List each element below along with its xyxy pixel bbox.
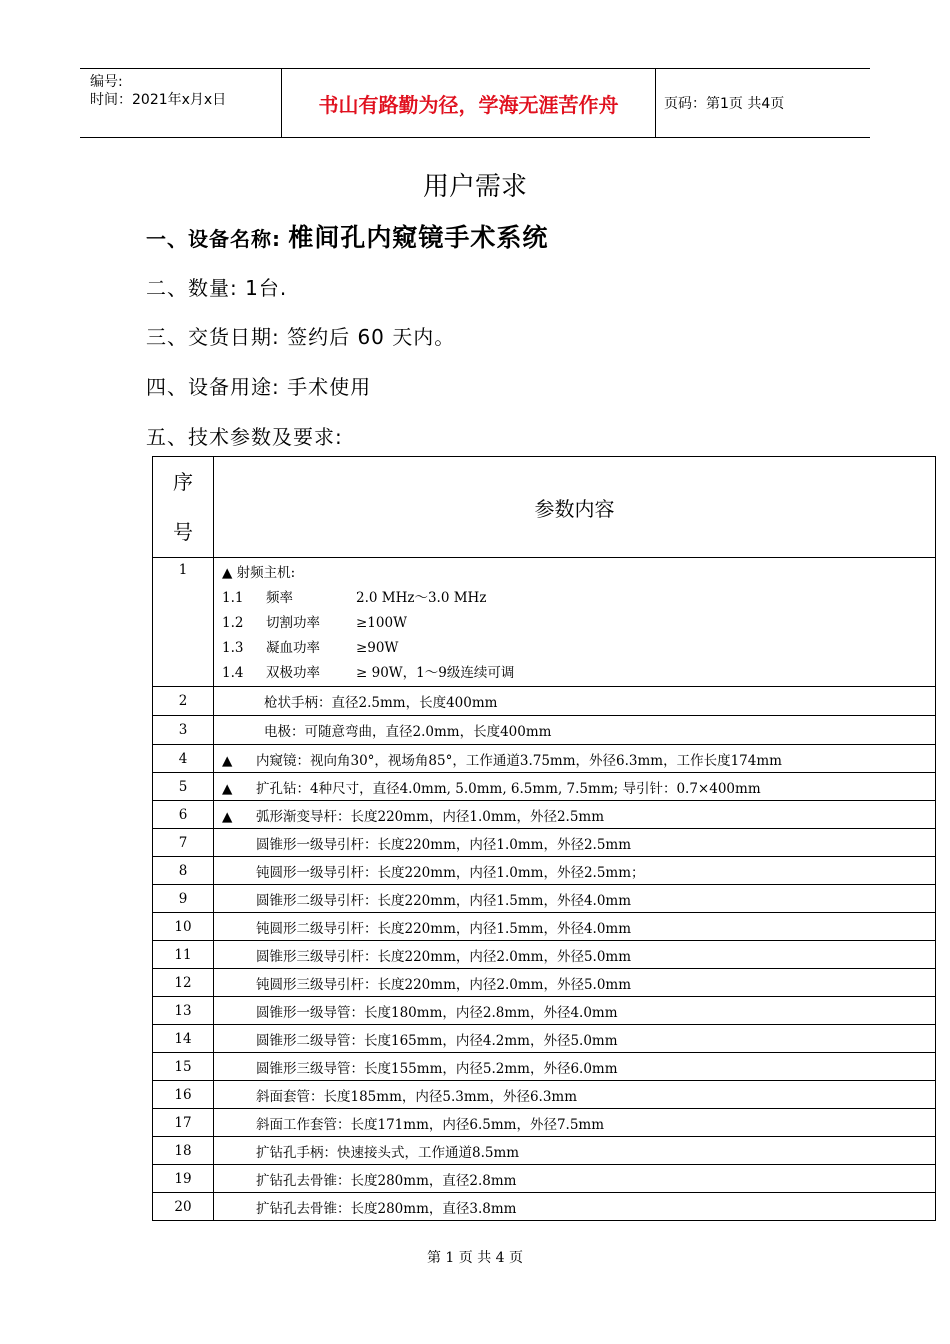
row-text: 斜面套管：长度185mm，内径5.3mm，外径6.3mm (256, 1088, 578, 1105)
sub-item (222, 661, 935, 686)
row-text: 圆锥形二级导管：长度165mm，内径4.2mm，外径5.0mm (256, 1032, 618, 1049)
row-no: 1 (153, 558, 214, 687)
row-text: 圆锥形三级导引杆：长度220mm，内径2.0mm，外径5.0mm (256, 948, 632, 965)
sub-key: 1.2 (222, 615, 244, 631)
table-row (153, 558, 936, 687)
section-usage: 四、设备用途: 手术使用 (146, 375, 372, 399)
row-text: 斜面工作套管：长度171mm，内径6.5mm，外径7.5mm (256, 1116, 605, 1133)
sub-label: 频率 (266, 590, 293, 606)
row-text: 扩孔钻：4种尺寸，直径4.0mm, 5.0mm, 6.5mm, 7.5mm; 导引针：0.7×400mm (256, 780, 761, 797)
row-content (214, 969, 936, 997)
row-no: 19 (153, 1165, 214, 1193)
row-text: 弧形渐变导杆：长度220mm，内径1.0mm，外径2.5mm (256, 808, 605, 825)
row-content (214, 1109, 936, 1137)
spec-table (152, 456, 936, 1221)
section-device-name-label: 一、设备名称: (146, 227, 281, 251)
header-content-cell: 参数内容 (214, 457, 936, 558)
row-content (214, 773, 936, 801)
row-text: 钝圆形三级导引杆：长度220mm，内径2.0mm，外径5.0mm (256, 976, 632, 993)
row-content (214, 829, 936, 857)
page-header (80, 68, 870, 138)
row-text: 扩钻孔去骨锥：长度280mm，直径2.8mm (256, 1172, 517, 1189)
sub-key: 1.1 (222, 590, 244, 606)
table-row (153, 997, 936, 1025)
table-row (153, 913, 936, 941)
row-title: ▲ 射频主机: (222, 565, 296, 581)
row-text: 扩钻孔去骨锥：长度280mm，直径3.8mm (256, 1200, 517, 1217)
row-text: 钝圆形一级导引杆：长度220mm，内径1.0mm，外径2.5mm； (256, 864, 645, 881)
table-row (153, 687, 936, 716)
table-row (153, 885, 936, 913)
row-no: 14 (153, 1025, 214, 1053)
row-content (214, 1081, 936, 1109)
row-no: 18 (153, 1137, 214, 1165)
row-no: 3 (153, 716, 214, 745)
triangle-marker-icon: ▲ (222, 780, 233, 797)
row-content (214, 857, 936, 885)
sub-value: ≥ 90W，1～9级连续可调 (356, 665, 515, 681)
page-footer: 第 1 页 共 4 页 (426, 1250, 524, 1266)
section-tech-params: 五、技术参数及要求: (146, 425, 343, 449)
table-row (153, 1109, 936, 1137)
row-no: 13 (153, 997, 214, 1025)
table-row (153, 1053, 936, 1081)
sub-value: ≥100W (356, 615, 407, 631)
header-no-cell (153, 457, 214, 558)
sub-item (222, 611, 935, 636)
row-content (214, 1193, 936, 1221)
sub-item (222, 636, 935, 661)
row-no: 4 (153, 745, 214, 773)
sub-item (222, 586, 935, 611)
section-quantity: 二、数量: 1台. (146, 276, 288, 300)
row-content (214, 1053, 936, 1081)
table-row (153, 1165, 936, 1193)
row-content (214, 941, 936, 969)
header-no-1: 序 (173, 470, 193, 494)
row-content (214, 801, 936, 829)
doc-time-label: 时间：2021年x月x日 (90, 92, 227, 108)
row-no: 8 (153, 857, 214, 885)
doc-number-label: 编号: (90, 74, 123, 90)
table-row (153, 1025, 936, 1053)
table-header-row (153, 457, 936, 558)
row-content (214, 885, 936, 913)
row-no: 20 (153, 1193, 214, 1221)
row-content (214, 687, 936, 716)
table-row (153, 857, 936, 885)
sub-key: 1.4 (222, 665, 244, 681)
row-text: 枪状手柄：直径2.5mm，长度400mm (264, 695, 498, 711)
table-row (153, 1193, 936, 1221)
row-content (214, 997, 936, 1025)
row-no: 7 (153, 829, 214, 857)
table-row (153, 801, 936, 829)
table-row (153, 745, 936, 773)
table-body (153, 687, 936, 1221)
sub-label: 凝血功率 (266, 640, 320, 656)
row-content (214, 1165, 936, 1193)
sub-value: ≥90W (356, 640, 399, 656)
row-text: 圆锥形三级导管：长度155mm，内径5.2mm，外径6.0mm (256, 1060, 618, 1077)
section-device-name (146, 218, 548, 254)
row-content (214, 913, 936, 941)
row-no: 5 (153, 773, 214, 801)
table-row (153, 1081, 936, 1109)
sub-label: 切割功率 (266, 615, 320, 631)
doc-title: 用户需求 (422, 172, 527, 202)
triangle-marker-icon: ▲ (222, 752, 233, 769)
row-content (214, 1025, 936, 1053)
header-meta (90, 73, 226, 109)
table-row (153, 969, 936, 997)
row-text: 圆锥形一级导引杆：长度220mm，内径1.0mm，外径2.5mm (256, 836, 632, 853)
header-no-2: 号 (173, 520, 193, 544)
row-content (214, 1137, 936, 1165)
table-row (153, 716, 936, 745)
sub-value: 2.0 MHz～3.0 MHz (356, 590, 487, 606)
row-content (214, 745, 936, 773)
row-text: 圆锥形二级导引杆：长度220mm，内径1.5mm，外径4.0mm (256, 892, 632, 909)
row-content (214, 716, 936, 745)
table-row (153, 829, 936, 857)
row-no: 10 (153, 913, 214, 941)
row-text: 钝圆形二级导引杆：长度220mm，内径1.5mm，外径4.0mm (256, 920, 632, 937)
header-motto: 书山有路勤为径，学海无涯苦作舟 (281, 69, 656, 137)
sub-label: 双极功率 (266, 665, 320, 681)
row-text: 圆锥形一级导管：长度180mm，内径2.8mm，外径4.0mm (256, 1004, 618, 1021)
row-text: 电极：可随意弯曲，直径2.0mm，长度400mm (264, 724, 552, 740)
row-text: 内窥镜：视向角30°，视场角85°，工作通道3.75mm，外径6.3mm，工作长度174mm (256, 752, 782, 769)
device-name: 椎间孔内窥镜手术系统 (288, 223, 549, 252)
row-no: 9 (153, 885, 214, 913)
row-no: 16 (153, 1081, 214, 1109)
triangle-marker-icon: ▲ (222, 808, 233, 825)
table-row (153, 773, 936, 801)
row-no: 15 (153, 1053, 214, 1081)
row-content (214, 558, 936, 687)
sub-key: 1.3 (222, 640, 244, 656)
table-row (153, 941, 936, 969)
header-page-label: 页码：第1页 共4页 (664, 96, 785, 112)
row-no: 11 (153, 941, 214, 969)
row-no: 6 (153, 801, 214, 829)
section-delivery: 三、交货日期: 签约后 60 天内。 (146, 325, 456, 349)
row-no: 2 (153, 687, 214, 716)
row-text: 扩钻孔手柄：快速接头式，工作通道8.5mm (256, 1144, 520, 1161)
row-no: 17 (153, 1109, 214, 1137)
table-row (153, 1137, 936, 1165)
row-no: 12 (153, 969, 214, 997)
